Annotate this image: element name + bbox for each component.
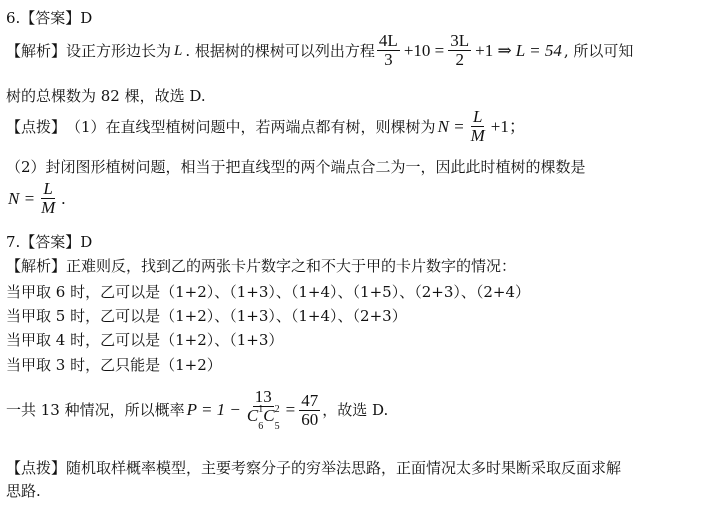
q6-analysis-line2: 树的总棵数为 82 棵，故选 D.: [6, 87, 206, 105]
q6-eq-f1-den: 3: [384, 50, 393, 69]
q7-c2-base: C: [263, 406, 275, 425]
q7-tip-line1: [6, 458, 621, 478]
q6-tip3-den: M: [41, 198, 56, 217]
q7-analysis-tag: 【解析】: [6, 257, 67, 275]
q6-var-l: L: [174, 42, 183, 59]
q6-eq-f2-den: 2: [455, 50, 464, 69]
q6-tip-line2: （2）封闭图形植树问题，相当于把直线型的两个端点合二为一，因此此时植树的棵数是: [6, 158, 586, 176]
q6-analysis-line1: [6, 32, 633, 69]
q7-prob-num: 13: [254, 387, 272, 406]
q7-c1-scripts: [258, 404, 264, 433]
q6-tip-f-num: L: [472, 107, 483, 126]
q6-eq-fraction-2: [448, 32, 471, 69]
q7-c1-base: C: [246, 406, 259, 425]
q7-case-5: 当甲取 5 时，乙可以是（1+2）、（1+3）、（1+4）、（2+3）: [6, 307, 407, 325]
q6-analysis-text2: . 根据树的棵树可以列出方程: [185, 41, 375, 60]
q7-c1-sub: 6: [258, 421, 264, 433]
q6-eq-fraction-1: [377, 32, 400, 69]
q7-prob-tail: ，故选 D.: [322, 401, 389, 420]
q7-case-6: 当甲取 6 时，乙可以是（1+2）、（1+3）、（1+4）、（1+5）、（2+3）、（2+4）: [6, 283, 531, 301]
q7-analysis-line: [6, 256, 516, 276]
q6-eq-plus10: +10 =: [403, 40, 445, 60]
q6-tip-text1: （1）在直线型植树问题中，若两端点都有树，则棵树为: [66, 117, 436, 136]
q6-eq-f1-num: 4L: [378, 31, 398, 50]
q7-analysis-text: 正难则反，找到乙的两张卡片数字之和不大于甲的卡片数字的情况：: [66, 257, 517, 275]
q7-c1-sup: 1: [258, 404, 264, 415]
q6-tip-line1: [6, 108, 528, 145]
q6-tip3-num: L: [43, 179, 53, 198]
q7-prob-res-num: 47: [301, 390, 319, 410]
q7-answer: 7.【答案】D: [6, 233, 93, 251]
q7-tip-line2: 思路.: [6, 482, 41, 500]
q7-case-4: 当甲取 4 时，乙可以是（1+2）、（1+3）: [6, 331, 284, 349]
q7-tip-tag: 【点拨】: [6, 459, 67, 477]
q6-tip-lhs: N =: [437, 116, 465, 136]
q6-eq-plus1: +1 ⇒: [475, 40, 512, 60]
q6-eq-tail: , 所以可知: [563, 41, 634, 60]
q7-c2-sub: 5: [274, 421, 280, 433]
q7-prob-lhs: P = 1 −: [186, 400, 241, 420]
q7-prob-text: 一共 13 种情况，所以概率: [6, 401, 185, 420]
q6-tip-fraction: [469, 108, 487, 145]
q6-eq-f2-num: 3L: [450, 31, 470, 50]
q7-prob-fraction: [245, 388, 282, 432]
q6-tip-line3: [6, 180, 67, 217]
q6-tip3-fraction: [39, 180, 57, 217]
q6-analysis-tag: 【解析】: [6, 41, 67, 60]
q7-c2-scripts: [274, 404, 280, 433]
q7-case-3: 当甲取 3 时，乙只能是（1+2）: [6, 356, 222, 374]
q7-prob-eq: =: [285, 400, 296, 420]
q7-tip-text: 随机取样概率模型，主要考察分子的穷举法思路，正面情况太多时果断采取反面求解: [66, 459, 622, 477]
q6-analysis-text1: 设正方形边长为: [66, 41, 172, 60]
q6-tip3-tail: .: [61, 188, 66, 208]
q6-eq-result: L = 54: [515, 40, 562, 60]
q6-tip-f-den: M: [470, 126, 485, 145]
q6-tip-tag: 【点拨】: [6, 117, 67, 136]
q6-answer: 6.【答案】D: [6, 9, 93, 27]
q6-tip-tail: +1；: [490, 116, 526, 136]
q7-c2-sup: 2: [274, 404, 280, 415]
q7-prob-res-den: 60: [301, 409, 319, 429]
q6-tip3-lhs: N =: [8, 188, 36, 208]
q7-prob-result-fraction: [299, 392, 320, 429]
q7-prob-den: [245, 404, 282, 433]
q7-probability-line: [6, 388, 388, 432]
